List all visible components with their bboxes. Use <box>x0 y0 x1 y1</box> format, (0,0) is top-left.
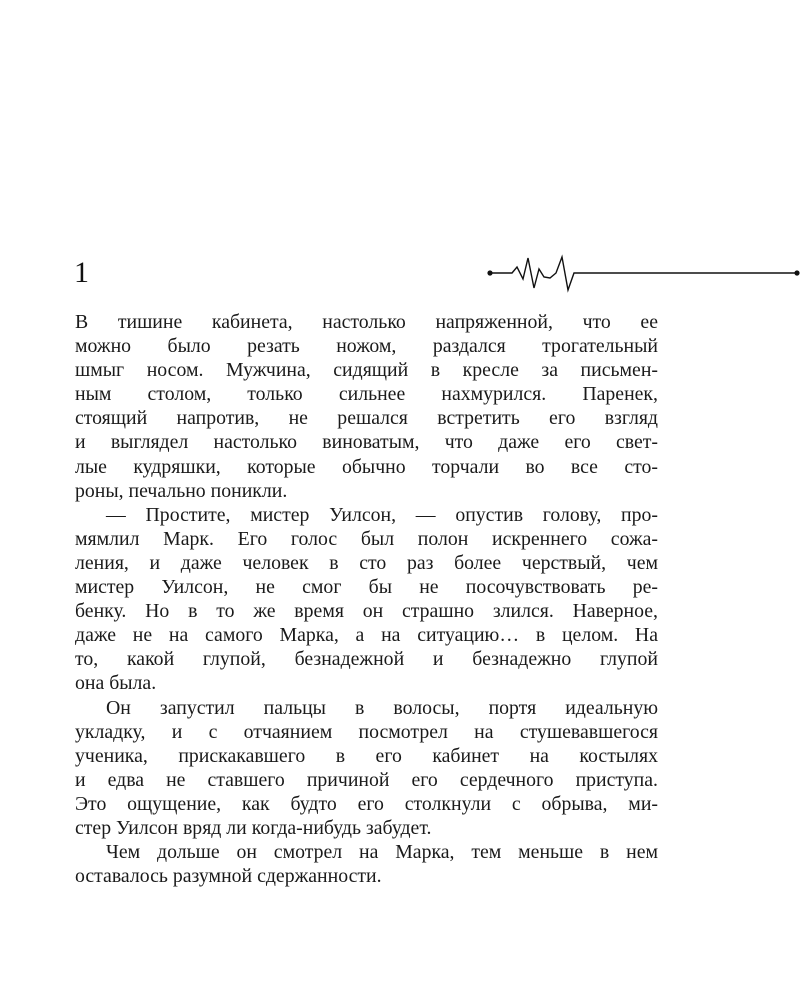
text-line: Чем дольше он смотрел на Марка, тем меньше в нем <box>106 841 658 864</box>
text-line: ления, и даже человек в сто раз более черствый, чем <box>75 551 658 574</box>
text-line: стер Уилсон вряд ли когда-нибудь забудет. <box>75 816 432 839</box>
text-line: бенку. Но в то же время он страшно злился. Наверное, <box>75 600 658 623</box>
chapter-body-text <box>75 310 658 888</box>
text-line: даже не на самого Марка, а на ситуацию… в целом. На <box>75 624 658 647</box>
text-line: и едва не ставшего причиной его сердечного приступа. <box>75 768 658 791</box>
text-line: то, какой глупой, безнадежной и безнадежно глупой <box>75 648 658 671</box>
text-line: — Простите, мистер Уилсон, — опустив голову, про- <box>106 503 658 526</box>
text-line: оставалось разумной сдержанности. <box>75 865 382 888</box>
text-line: Это ощущение, как будто его столкнули с обрыва, ми- <box>75 792 658 815</box>
text-line: ным столом, только сильнее нахмурился. Паренек, <box>75 383 658 406</box>
text-line: укладку, и с отчаянием посмотрел на стушевавшегося <box>75 720 658 743</box>
text-line: и выглядел настолько виноватым, что даже его свет- <box>75 431 658 454</box>
text-line: мямлил Марк. Его голос был полон искреннего сожа- <box>75 527 658 550</box>
text-line: она была. <box>75 672 157 695</box>
text-line: роны, печально поникли. <box>75 479 288 502</box>
text-line: Он запустил пальцы в волосы, портя идеальную <box>106 696 658 719</box>
text-line: стоящий напротив, не решался встретить его взгляд <box>75 407 658 430</box>
text-line: В тишине кабинета, настолько напряженной, что ее <box>75 311 658 333</box>
text-line: можно было резать ножом, раздался трогательный <box>75 335 658 358</box>
text-line: шмыг носом. Мужчина, сидящий в кресле за письмен- <box>75 359 658 382</box>
text-line: ученика, прискакавшего в его кабинет на костылях <box>75 744 658 767</box>
text-line: мистер Уилсон, не смог бы не посочувствовать ре- <box>75 576 658 599</box>
chapter-number: 1 <box>74 256 89 289</box>
heartbeat-divider-icon <box>486 252 800 296</box>
text-line: лые кудряшки, которые обычно торчали во все сто- <box>75 455 658 478</box>
